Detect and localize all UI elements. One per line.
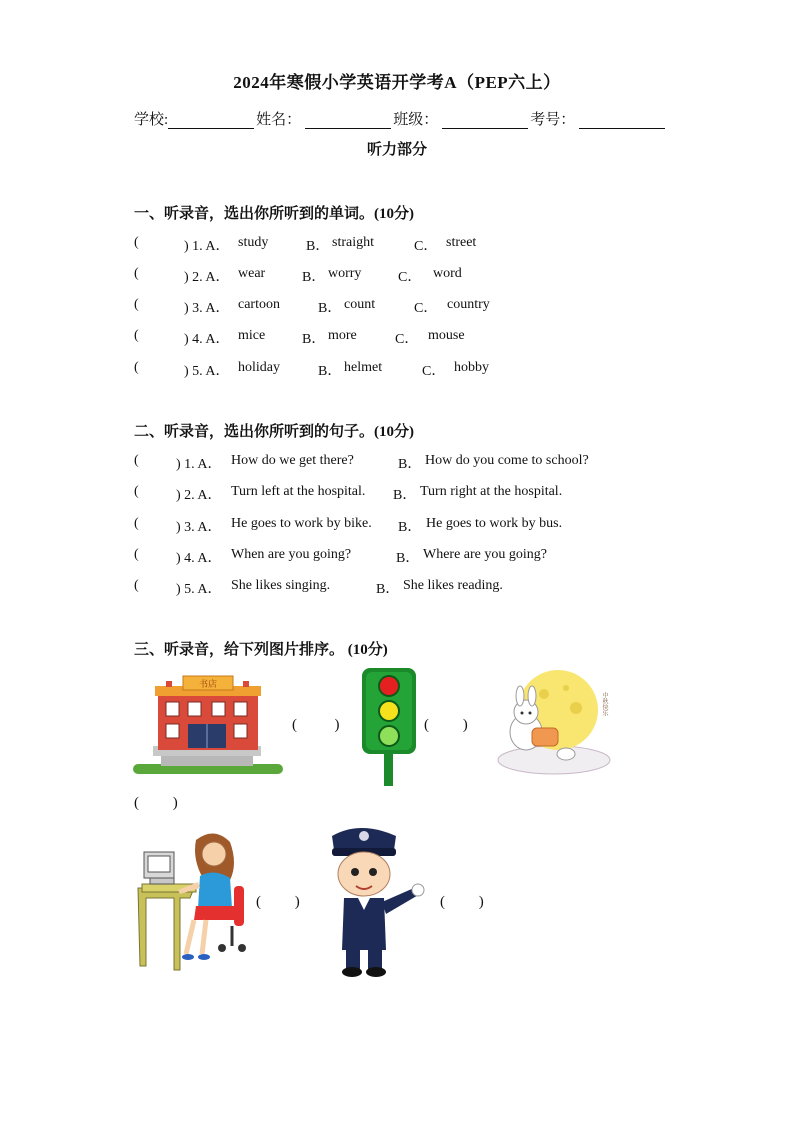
answer-paren-open[interactable]: ( [134, 453, 139, 468]
option-c-label: C． [414, 239, 438, 254]
question-number: ) 2. A． [184, 270, 230, 285]
option-b: How do you come to school? [425, 453, 589, 468]
option-b: She likes reading. [403, 578, 503, 593]
school-label: 学校: [134, 112, 169, 128]
page-title: 2024年寒假小学英语开学考A（PEP六上） [233, 73, 561, 92]
option-a: Turn left at the hospital. [231, 484, 366, 499]
option-a: He goes to work by bike. [231, 516, 372, 531]
option-a: She likes singing. [231, 578, 331, 593]
class-label: 班级： [393, 112, 439, 128]
section3-heading: 三、听录音，给下列图片排序。 (10分) [134, 642, 388, 658]
police-officer-picture [322, 822, 432, 978]
option-c-label: C． [395, 332, 419, 347]
option-a: study [238, 235, 269, 250]
option-b: count [344, 297, 376, 312]
option-a: wear [238, 266, 266, 281]
answer-paren[interactable]: ( ) [134, 795, 178, 811]
option-c: mouse [428, 328, 465, 343]
exam-number-field[interactable] [579, 112, 665, 129]
option-c-label: C． [398, 270, 422, 285]
bookstore-picture [133, 672, 285, 778]
option-c-label: C． [414, 301, 438, 316]
answer-paren-open[interactable]: ( [134, 235, 139, 250]
answer-paren-open[interactable]: ( [134, 360, 139, 375]
option-b-label: B． [393, 488, 417, 503]
option-c: street [446, 235, 477, 250]
answer-paren-open[interactable]: ( [134, 578, 139, 593]
answer-paren-open[interactable]: ( [134, 297, 139, 312]
option-b: He goes to work by bus. [426, 516, 563, 531]
option-b-label: B． [398, 457, 422, 472]
option-c-label: C． [422, 364, 446, 379]
option-c: hobby [454, 360, 489, 375]
listening-part-title: 听力部分 [366, 142, 427, 158]
option-b-label: B． [396, 551, 420, 566]
option-b-label: B． [302, 270, 326, 285]
option-a: When are you going? [231, 547, 352, 562]
question-number: ) 1. A． [176, 457, 222, 472]
option-b-label: B． [318, 301, 342, 316]
option-b-label: B． [376, 582, 400, 597]
option-b: Turn right at the hospital. [420, 484, 563, 499]
option-a: holiday [238, 360, 280, 375]
option-a: mice [238, 328, 266, 343]
option-b: more [328, 328, 357, 343]
mid-autumn-picture [496, 668, 616, 780]
question-number: ) 3. A． [176, 520, 222, 535]
mid-autumn-text: 中秋快乐 [601, 692, 607, 716]
answer-paren-open[interactable]: ( [134, 484, 139, 499]
name-field[interactable] [305, 112, 391, 129]
option-b-label: B． [302, 332, 326, 347]
question-number: ) 5. A． [184, 364, 230, 379]
option-b-label: B． [306, 239, 330, 254]
name-label: 姓名： [256, 112, 302, 128]
traffic-light-picture [360, 666, 418, 788]
option-b: straight [332, 235, 374, 250]
option-b: Where are you going? [423, 547, 547, 562]
option-b: worry [328, 266, 362, 281]
section1-heading: 一、听录音，选出你所听到的单词。(10分) [134, 206, 414, 222]
office-worker-picture [134, 830, 250, 972]
option-b-label: B． [318, 364, 342, 379]
exam-number-label: 考号： [530, 112, 576, 128]
section2-heading: 二、听录音，选出你所听到的句子。(10分) [134, 424, 414, 440]
answer-paren-open[interactable]: ( [134, 266, 139, 281]
question-number: ) 4. A． [184, 332, 230, 347]
question-number: ) 1. A． [184, 239, 230, 254]
option-a: cartoon [238, 297, 280, 312]
question-number: ) 2. A． [176, 488, 222, 503]
question-number: ) 5. A． [176, 582, 222, 597]
option-b-label: B． [398, 520, 422, 535]
question-number: ) 3. A． [184, 301, 230, 316]
option-b: helmet [344, 360, 383, 375]
answer-paren[interactable]: ( ) [424, 717, 468, 733]
answer-paren-open[interactable]: ( [134, 328, 139, 343]
bookstore-sign: 书店 [198, 679, 218, 689]
student-info-line [134, 108, 667, 129]
school-field[interactable] [168, 112, 254, 129]
option-a: How do we get there? [231, 453, 354, 468]
answer-paren[interactable]: ( ) [292, 717, 340, 733]
question-number: ) 4. A． [176, 551, 222, 566]
option-c: country [447, 297, 490, 312]
answer-paren[interactable]: ( ) [440, 894, 484, 910]
answer-paren[interactable]: ( ) [256, 894, 300, 910]
answer-paren-open[interactable]: ( [134, 547, 139, 562]
option-c: word [433, 266, 462, 281]
class-field[interactable] [442, 112, 528, 129]
answer-paren-open[interactable]: ( [134, 516, 139, 531]
